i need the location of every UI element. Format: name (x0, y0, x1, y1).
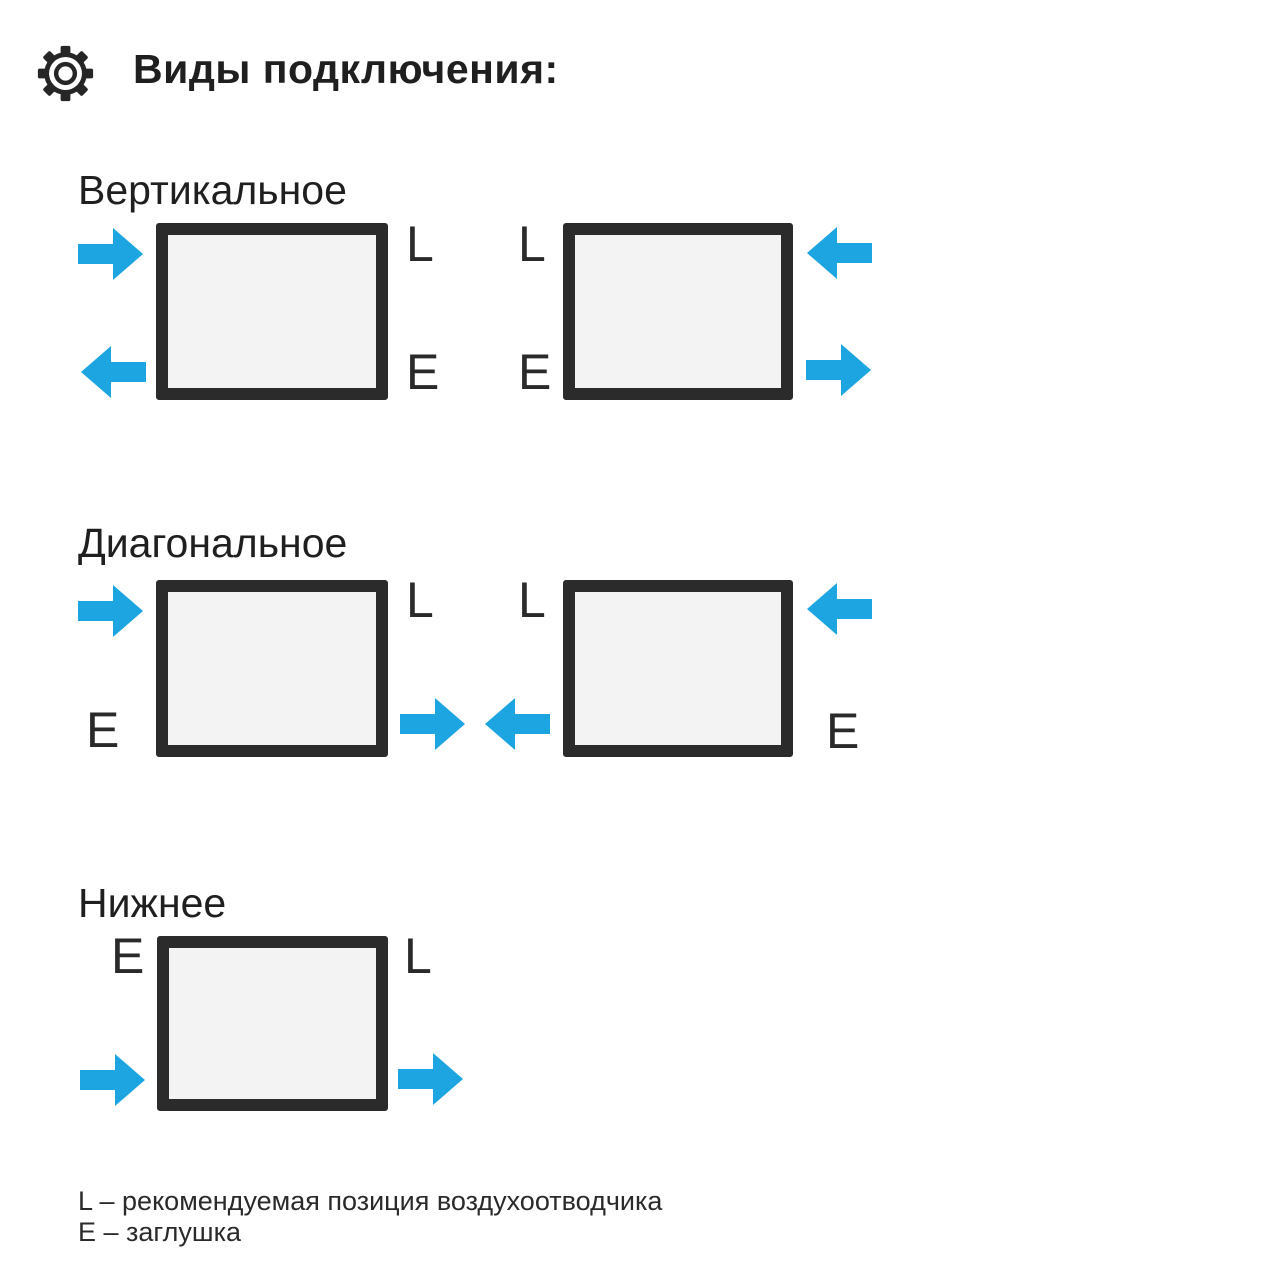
section-label-diagonal: Диагональное (78, 520, 348, 566)
inlet-arrow-icon (806, 226, 872, 280)
page-title: Виды подключения: (133, 46, 559, 92)
outlet-arrow-icon (400, 697, 466, 751)
port-label-e: E (86, 702, 120, 758)
section-label-bottom: Нижнее (78, 880, 227, 926)
outlet-arrow-icon (806, 343, 872, 397)
legend-line-l: L – рекомендуемая позиция воздухоотводчика (78, 1186, 663, 1216)
port-label-l: L (518, 572, 546, 628)
port-label-e: E (406, 344, 440, 400)
outlet-arrow-icon (398, 1052, 464, 1106)
port-label-l: L (518, 216, 546, 272)
port-label-l: L (404, 928, 432, 984)
inlet-arrow-icon (78, 584, 144, 638)
port-label-e: E (826, 703, 860, 759)
gear-icon (37, 45, 94, 102)
legend-line-e: E – заглушка (78, 1217, 242, 1247)
outlet-arrow-icon (80, 345, 146, 399)
section-label-vertical: Вертикальное (78, 167, 347, 213)
legend (78, 1186, 662, 1248)
radiator-body (156, 580, 388, 757)
port-label-e: E (111, 928, 145, 984)
radiator-body (156, 223, 388, 400)
inlet-arrow-icon (80, 1053, 146, 1107)
port-label-e: E (518, 344, 552, 400)
radiator-body (563, 580, 793, 757)
port-label-l: L (406, 216, 434, 272)
inlet-arrow-icon (806, 582, 872, 636)
inlet-arrow-icon (78, 227, 144, 281)
port-label-l: L (406, 572, 434, 628)
radiator-body (157, 936, 388, 1111)
outlet-arrow-icon (484, 697, 550, 751)
radiator-body (563, 223, 793, 400)
